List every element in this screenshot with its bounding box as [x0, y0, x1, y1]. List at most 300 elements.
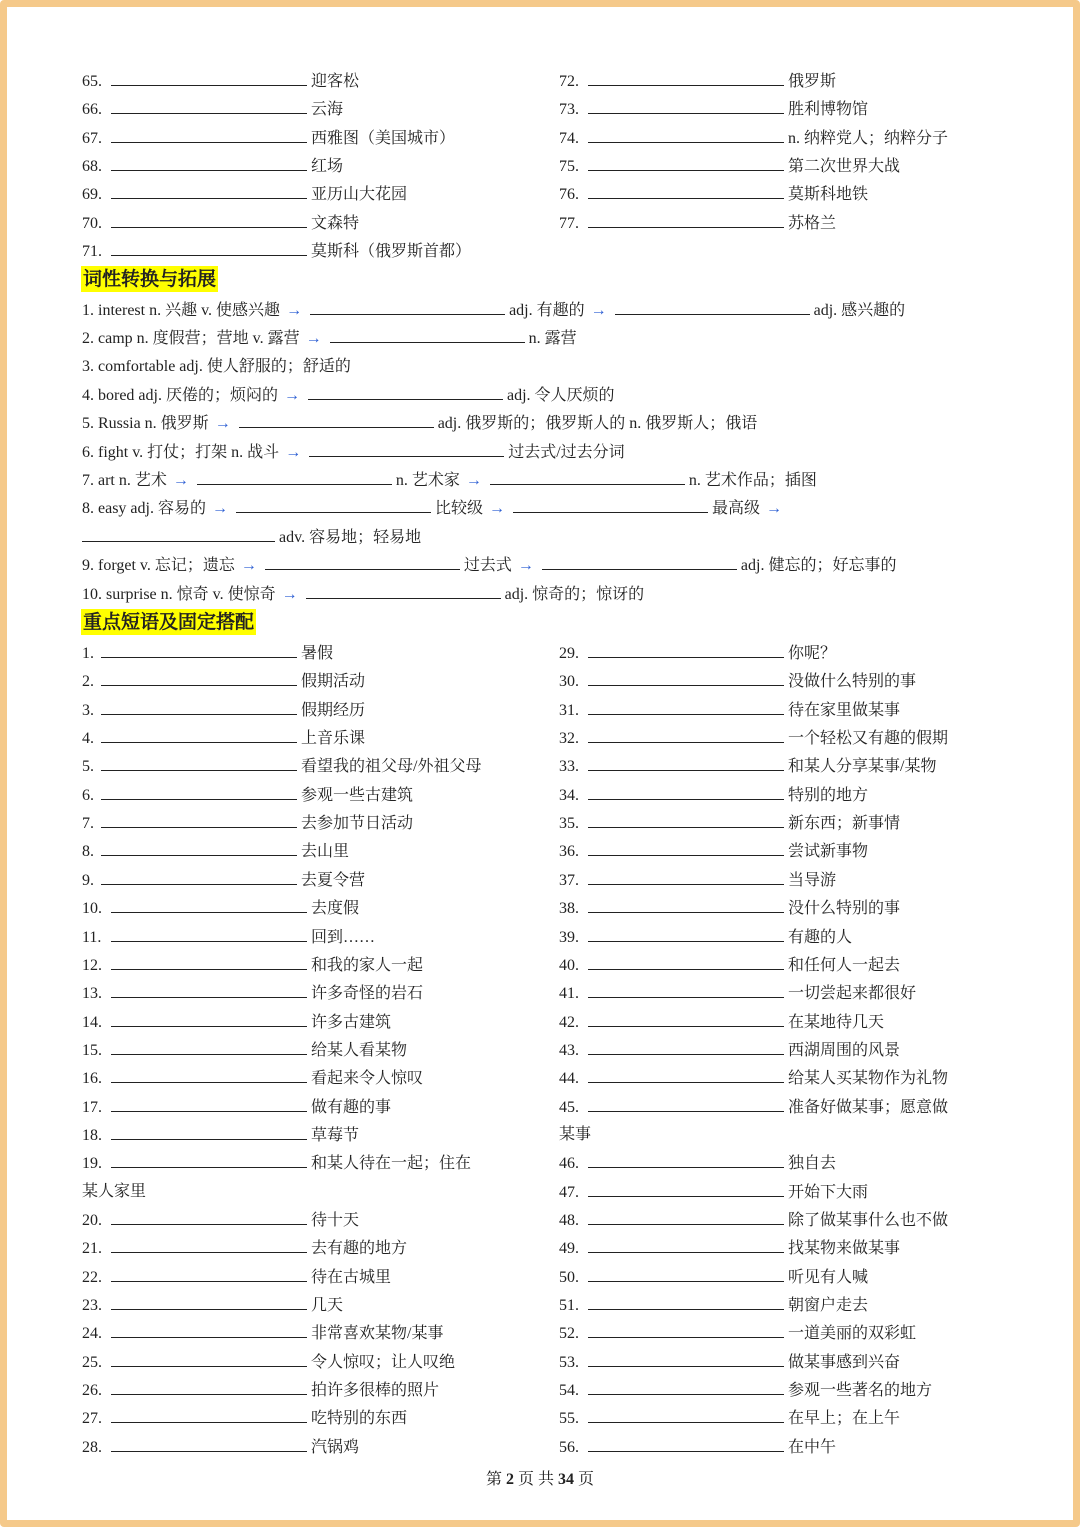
vocab-item-row — [82, 237, 471, 265]
vocab-item-number: 74. — [559, 129, 579, 147]
phrase-item-number: 13. — [82, 985, 102, 1003]
phrase-item-answer-blank[interactable] — [111, 979, 307, 998]
phrase-item-meaning: 某人家里 — [82, 1182, 147, 1200]
vocab-item-row — [82, 152, 343, 180]
footer-suffix: 页 — [578, 1471, 595, 1488]
phrase-item-row — [82, 1064, 423, 1092]
word-form-row — [82, 523, 421, 551]
phrase-item-answer-blank[interactable] — [588, 1149, 784, 1168]
word-form-text: 4. bored adj. 厌倦的；烦闷的 — [82, 387, 278, 405]
phrase-item-row — [559, 1093, 948, 1121]
phrase-item-row — [82, 1178, 146, 1206]
phrase-item-answer-blank[interactable] — [588, 866, 784, 885]
word-form-row — [82, 324, 577, 352]
phrase-item-answer-blank[interactable] — [111, 1093, 307, 1112]
vocab-item-meaning: 莫斯科（俄罗斯首都） — [311, 243, 472, 261]
phrase-item-row — [559, 1064, 948, 1092]
phrase-item-answer-blank[interactable] — [588, 923, 784, 942]
phrase-item-meaning: 在中午 — [788, 1438, 837, 1456]
phrase-item-meaning: 待十天 — [311, 1212, 360, 1229]
phrase-item-answer-blank[interactable] — [101, 837, 297, 856]
vocab-item-row — [82, 124, 455, 152]
phrase-item-answer-blank[interactable] — [588, 1206, 784, 1225]
phrase-item-row — [82, 1008, 391, 1036]
section-heading-word-forms: 词性转换与拓展 — [83, 268, 217, 290]
word-form-answer-blank[interactable] — [615, 296, 810, 315]
word-form-row — [82, 296, 905, 324]
phrase-item-row — [559, 1149, 836, 1177]
phrase-item-answer-blank[interactable] — [111, 1433, 307, 1452]
phrase-item-meaning: 有趣的人 — [788, 928, 853, 946]
phrase-item-meaning: 做有趣的事 — [311, 1098, 392, 1116]
phrase-item-answer-blank[interactable] — [111, 1319, 307, 1338]
phrase-item-answer-blank[interactable] — [101, 724, 297, 743]
phrase-item-row — [559, 1433, 836, 1461]
phrase-item-answer-blank[interactable] — [111, 1234, 307, 1253]
phrase-item-answer-blank[interactable] — [111, 1263, 307, 1282]
phrase-item-row — [559, 894, 900, 922]
vocab-item-row — [82, 209, 359, 237]
phrase-item-number: 2. — [82, 673, 94, 691]
phrase-item-answer-blank[interactable] — [111, 923, 307, 942]
word-form-text: 1. interest n. 兴趣 v. 使感兴趣 — [82, 302, 281, 319]
phrase-item-meaning: 一切尝起来都很好 — [788, 985, 917, 1003]
phrase-item-number: 56. — [559, 1438, 579, 1456]
phrase-item-number: 45. — [559, 1098, 579, 1116]
word-form-text: 2. camp n. 度假营；营地 v. 露营 — [82, 330, 300, 348]
phrase-item-number: 37. — [559, 871, 579, 889]
phrase-item-number: 1. — [82, 645, 94, 662]
phrase-item-answer-blank[interactable] — [588, 1376, 784, 1395]
word-form-row — [82, 466, 817, 494]
arrow-icon: → — [305, 330, 322, 348]
phrase-item-number: 44. — [559, 1070, 579, 1088]
vocab-item-number: 66. — [82, 101, 102, 119]
phrase-item-meaning: 你呢？ — [788, 645, 837, 662]
phrase-item-answer-blank[interactable] — [588, 724, 784, 743]
word-form-text: 10. surprise n. 惊奇 v. 使惊奇 — [82, 585, 276, 603]
phrase-item-row — [82, 667, 365, 695]
phrase-item-number: 35. — [559, 815, 579, 833]
word-form-row — [82, 494, 788, 522]
phrase-item-number: 19. — [82, 1155, 102, 1173]
phrase-item-number: 48. — [559, 1212, 579, 1229]
vocab-item-answer-blank[interactable] — [588, 124, 784, 143]
vocab-item-answer-blank[interactable] — [111, 152, 307, 171]
section-heading-phrases: 重点短语及固定搭配 — [83, 611, 255, 633]
word-form-answer-blank[interactable] — [82, 523, 275, 542]
word-form-row — [82, 381, 615, 409]
footer-page-number: 2 — [505, 1471, 514, 1488]
phrase-item-meaning: 和我的家人一起 — [311, 956, 424, 974]
phrase-item-answer-blank[interactable] — [588, 979, 784, 998]
phrase-item-answer-blank[interactable] — [111, 1064, 307, 1083]
phrase-item-meaning: 在某地待几天 — [788, 1013, 885, 1031]
phrase-item-answer-blank[interactable] — [588, 1036, 784, 1055]
phrase-item-number: 55. — [559, 1410, 579, 1428]
phrase-item-meaning: 吃特别的东西 — [311, 1410, 408, 1428]
phrase-item-answer-blank[interactable] — [111, 1404, 307, 1423]
vocab-item-number: 77. — [559, 214, 579, 232]
word-form-row — [82, 438, 625, 466]
phrase-item-number: 42. — [559, 1013, 579, 1031]
vocab-item-row — [82, 67, 359, 95]
phrase-item-row — [82, 752, 481, 780]
phrase-item-row — [559, 781, 868, 809]
phrase-item-meaning: 去参加节日活动 — [301, 815, 414, 833]
phrase-item-answer-blank[interactable] — [111, 1376, 307, 1395]
word-form-answer-blank[interactable] — [265, 551, 460, 570]
phrase-item-number: 20. — [82, 1212, 102, 1229]
phrase-item-row — [82, 1093, 391, 1121]
phrase-item-number: 5. — [82, 758, 94, 776]
phrase-item-row — [82, 1263, 391, 1291]
phrase-item-number: 40. — [559, 956, 579, 974]
word-form-text: 过去式 — [463, 557, 512, 575]
arrow-icon: → — [489, 500, 505, 518]
phrase-item-number: 28. — [82, 1438, 102, 1456]
vocab-item-number: 72. — [559, 73, 579, 90]
phrase-item-number: 29. — [559, 645, 579, 662]
phrase-item-meaning: 做某事感到兴奋 — [788, 1353, 901, 1371]
phrase-item-number: 27. — [82, 1410, 102, 1428]
phrase-item-row — [82, 979, 423, 1007]
arrow-icon: → — [214, 415, 231, 433]
phrase-item-answer-blank[interactable] — [101, 696, 297, 715]
phrase-item-row — [559, 1206, 948, 1234]
vocab-item-answer-blank[interactable] — [111, 124, 307, 143]
phrase-item-row — [82, 1319, 443, 1347]
phrase-item-row — [82, 1234, 407, 1262]
vocab-item-answer-blank[interactable] — [588, 209, 784, 228]
vocab-item-meaning: 亚历山大花园 — [311, 186, 408, 204]
phrase-item-meaning: 听见有人喊 — [788, 1268, 869, 1286]
phrase-item-answer-blank[interactable] — [588, 696, 784, 715]
vocab-item-answer-blank[interactable] — [588, 95, 784, 114]
phrase-item-number: 21. — [82, 1240, 102, 1258]
phrase-item-meaning: 朝窗户走去 — [788, 1297, 869, 1315]
phrase-item-row — [559, 752, 936, 780]
phrase-item-answer-blank[interactable] — [588, 837, 784, 856]
word-form-answer-blank[interactable] — [513, 494, 708, 513]
phrase-item-row — [559, 866, 836, 894]
arrow-icon: → — [172, 472, 189, 490]
phrase-item-row — [559, 667, 916, 695]
phrase-item-row — [559, 1376, 932, 1404]
word-form-text: n. 艺术家 — [395, 472, 460, 490]
phrase-item-row — [559, 1036, 900, 1064]
phrase-item-meaning: 去山里 — [301, 843, 350, 861]
phrase-item-meaning: 一道美丽的双彩虹 — [788, 1325, 917, 1343]
phrase-item-meaning: 草莓节 — [311, 1126, 360, 1144]
phrase-item-meaning: 尝试新事物 — [788, 843, 869, 861]
phrase-item-row — [82, 639, 333, 667]
phrase-item-number: 11. — [82, 928, 102, 946]
phrase-item-meaning: 和某人待在一起；住在 — [311, 1155, 472, 1173]
vocab-item-meaning: 西雅图（美国城市） — [311, 129, 456, 147]
vocab-item-number: 69. — [82, 186, 102, 204]
phrase-item-number: 36. — [559, 843, 579, 861]
vocab-item-answer-blank[interactable] — [111, 237, 307, 256]
phrase-item-row — [82, 1376, 439, 1404]
arrow-icon: → — [240, 557, 257, 575]
word-form-answer-blank[interactable] — [309, 438, 504, 457]
arrow-icon: → — [286, 302, 303, 319]
phrase-item-answer-blank[interactable] — [101, 639, 297, 658]
phrase-item-answer-blank[interactable] — [588, 1291, 784, 1310]
phrase-item-number: 18. — [82, 1126, 102, 1144]
phrase-item-answer-blank[interactable] — [588, 1008, 784, 1027]
phrase-item-meaning: 独自去 — [788, 1155, 837, 1173]
phrase-item-row — [82, 1404, 407, 1432]
phrase-item-row — [559, 1263, 868, 1291]
arrow-icon: → — [766, 500, 783, 518]
phrase-item-answer-blank[interactable] — [588, 1433, 784, 1452]
vocab-item-answer-blank[interactable] — [588, 67, 784, 86]
phrase-item-answer-blank[interactable] — [101, 752, 297, 771]
footer-prefix: 第 — [485, 1471, 502, 1488]
phrase-item-answer-blank[interactable] — [111, 1206, 307, 1225]
phrase-item-answer-blank[interactable] — [588, 781, 784, 800]
phrase-item-row — [82, 781, 413, 809]
phrase-item-row — [82, 894, 359, 922]
phrase-item-meaning: 看望我的祖父母/外祖父母 — [301, 758, 482, 776]
phrase-item-number: 12. — [82, 956, 102, 974]
vocab-item-number: 73. — [559, 101, 579, 119]
vocab-item-row — [559, 95, 868, 123]
phrase-item-meaning: 非常喜欢某物/某事 — [311, 1325, 444, 1343]
phrase-item-answer-blank[interactable] — [588, 894, 784, 913]
phrase-item-meaning: 假期经历 — [301, 701, 366, 719]
phrase-item-meaning: 汽锅鸡 — [311, 1438, 360, 1456]
vocab-item-meaning: 莫斯科地铁 — [788, 186, 869, 204]
vocab-item-meaning: 红场 — [311, 158, 344, 176]
phrase-item-number: 34. — [559, 786, 579, 804]
phrase-item-row — [559, 923, 852, 951]
phrase-item-row — [82, 696, 365, 724]
phrase-item-row — [559, 1348, 900, 1376]
phrase-item-meaning: 令人惊叹；让人叹绝 — [311, 1353, 456, 1371]
vocab-item-number: 67. — [82, 129, 102, 147]
word-form-answer-blank[interactable] — [306, 580, 501, 599]
phrase-item-meaning: 参观一些著名的地方 — [788, 1382, 933, 1400]
phrase-item-number: 50. — [559, 1268, 579, 1286]
word-form-row — [82, 409, 757, 437]
arrow-icon: → — [285, 443, 302, 461]
vocab-item-answer-blank[interactable] — [588, 180, 784, 199]
phrase-item-row — [82, 809, 413, 837]
vocab-item-answer-blank[interactable] — [111, 180, 307, 199]
vocab-item-meaning: 俄罗斯 — [788, 73, 837, 90]
phrase-item-answer-blank[interactable] — [111, 1149, 307, 1168]
phrase-item-meaning: 参观一些古建筑 — [301, 786, 414, 804]
phrase-item-answer-blank[interactable] — [111, 894, 307, 913]
vocab-item-row — [559, 67, 836, 95]
vocab-item-row — [559, 152, 900, 180]
vocab-item-answer-blank[interactable] — [111, 67, 307, 86]
word-form-row — [82, 551, 896, 579]
phrase-item-meaning: 许多古建筑 — [311, 1013, 392, 1031]
phrase-item-answer-blank[interactable] — [111, 1121, 307, 1140]
phrase-item-answer-blank[interactable] — [588, 1093, 784, 1112]
phrase-item-number: 25. — [82, 1353, 102, 1371]
phrase-item-meaning: 拍许多很棒的照片 — [311, 1382, 440, 1400]
phrase-item-number: 41. — [559, 985, 579, 1003]
phrase-item-answer-blank[interactable] — [111, 1036, 307, 1055]
vocab-item-answer-blank[interactable] — [111, 209, 307, 228]
word-form-text: adj. 令人厌烦的 — [506, 387, 615, 405]
phrase-item-row — [559, 1008, 884, 1036]
phrase-item-meaning: 假期活动 — [301, 673, 366, 691]
vocab-item-answer-blank[interactable] — [588, 152, 784, 171]
phrase-item-row — [559, 837, 868, 865]
word-form-text: adj. 惊奇的；惊讶的 — [504, 585, 645, 603]
phrase-item-meaning: 一个轻松又有趣的假期 — [788, 730, 949, 748]
phrase-item-row — [82, 724, 365, 752]
phrase-item-row — [559, 1121, 591, 1149]
phrase-item-number: 16. — [82, 1070, 102, 1088]
phrase-item-answer-blank[interactable] — [101, 809, 297, 828]
phrase-item-row — [559, 1178, 868, 1206]
word-form-text: n. 艺术作品；插图 — [688, 472, 817, 490]
vocab-item-number: 70. — [82, 214, 102, 232]
phrase-item-meaning: 待在古城里 — [311, 1268, 392, 1286]
vocab-item-meaning: 苏格兰 — [788, 214, 837, 232]
phrase-item-number: 47. — [559, 1183, 579, 1201]
phrase-item-answer-blank[interactable] — [588, 1234, 784, 1253]
phrase-item-meaning: 没什么特别的事 — [788, 900, 901, 918]
phrase-item-answer-blank[interactable] — [588, 1348, 784, 1367]
phrase-item-row — [82, 1036, 407, 1064]
word-form-text: 5. Russia n. 俄罗斯 — [82, 415, 209, 433]
arrow-icon: → — [465, 472, 482, 490]
word-form-text: 最高级 — [712, 500, 761, 518]
phrase-item-number: 4. — [82, 730, 94, 748]
word-form-text: 9. forget v. 忘记；遗忘 — [82, 557, 235, 575]
phrase-item-row — [559, 696, 900, 724]
phrase-item-meaning: 给某人看某物 — [311, 1041, 408, 1059]
phrase-item-meaning: 许多奇怪的岩石 — [311, 985, 424, 1003]
phrase-item-row — [559, 1234, 900, 1262]
phrase-item-meaning: 去有趣的地方 — [311, 1240, 408, 1258]
phrase-item-number: 26. — [82, 1382, 102, 1400]
phrase-item-row — [559, 1291, 868, 1319]
phrase-item-answer-blank[interactable] — [101, 781, 297, 800]
phrase-item-row — [82, 923, 375, 951]
word-form-answer-blank[interactable] — [308, 381, 503, 400]
phrase-item-meaning: 当导游 — [788, 871, 837, 889]
word-form-text: adj. 有趣的 — [509, 302, 585, 319]
phrase-item-number: 43. — [559, 1041, 579, 1059]
word-form-text: 8. easy adj. 容易的 — [82, 500, 206, 518]
phrase-item-meaning: 看起来令人惊叹 — [311, 1070, 424, 1088]
vocab-item-number: 65. — [82, 73, 102, 90]
phrase-item-meaning: 暑假 — [301, 645, 334, 662]
phrase-item-answer-blank[interactable] — [588, 1319, 784, 1338]
phrase-item-answer-blank[interactable] — [111, 1008, 307, 1027]
phrase-item-answer-blank[interactable] — [111, 1291, 307, 1310]
word-form-text: 6. fight v. 打仗；打架 n. 战斗 — [82, 443, 280, 461]
word-form-answer-blank[interactable] — [197, 466, 392, 485]
footer-middle: 页 共 — [517, 1471, 554, 1488]
phrase-item-answer-blank[interactable] — [588, 809, 784, 828]
word-form-answer-blank[interactable] — [490, 466, 685, 485]
vocab-item-meaning: n. 纳粹党人；纳粹分子 — [788, 129, 949, 147]
phrase-item-row — [559, 1404, 900, 1432]
arrow-icon: → — [211, 500, 228, 518]
phrase-item-meaning: 西湖周围的风景 — [788, 1041, 901, 1059]
phrase-item-answer-blank[interactable] — [101, 866, 297, 885]
phrase-item-meaning: 和任何人一起去 — [788, 956, 901, 974]
phrase-item-number: 33. — [559, 758, 579, 776]
vocab-item-meaning: 迎客松 — [311, 73, 360, 90]
word-form-row — [82, 353, 351, 381]
phrase-item-number: 52. — [559, 1325, 579, 1343]
phrase-item-number: 39. — [559, 928, 579, 946]
word-form-text: 比较级 — [434, 500, 483, 518]
phrase-item-answer-blank[interactable] — [588, 667, 784, 686]
phrase-item-answer-blank[interactable] — [101, 667, 297, 686]
phrase-item-number: 54. — [559, 1382, 579, 1400]
vocab-item-row — [559, 180, 868, 208]
phrase-item-answer-blank[interactable] — [111, 951, 307, 970]
phrase-item-row — [559, 1319, 916, 1347]
phrase-item-meaning: 找某物来做某事 — [788, 1240, 901, 1258]
phrase-item-number: 15. — [82, 1041, 102, 1059]
phrase-item-number: 49. — [559, 1240, 579, 1258]
vocab-item-row — [82, 180, 407, 208]
phrase-item-number: 23. — [82, 1297, 102, 1315]
word-form-answer-blank[interactable] — [236, 494, 431, 513]
phrase-item-meaning: 新东西；新事情 — [788, 815, 901, 833]
phrase-item-answer-blank[interactable] — [588, 1263, 784, 1282]
vocab-item-answer-blank[interactable] — [111, 95, 307, 114]
word-form-answer-blank[interactable] — [330, 324, 525, 343]
vocab-item-meaning: 文森特 — [311, 214, 360, 232]
word-form-row — [82, 580, 644, 608]
phrase-item-answer-blank[interactable] — [588, 752, 784, 771]
phrase-item-answer-blank[interactable] — [588, 951, 784, 970]
phrase-item-row — [559, 639, 836, 667]
word-form-answer-blank[interactable] — [239, 409, 434, 428]
phrase-item-answer-blank[interactable] — [588, 639, 784, 658]
phrase-item-number: 3. — [82, 701, 94, 719]
phrase-item-answer-blank[interactable] — [588, 1064, 784, 1083]
phrase-item-meaning: 给某人买某物作为礼物 — [788, 1070, 949, 1088]
page-footer — [0, 1466, 1080, 1489]
vocab-item-meaning: 第二次世界大战 — [788, 158, 901, 176]
phrase-item-row — [559, 724, 948, 752]
phrase-item-row — [82, 866, 365, 894]
phrase-item-meaning: 上音乐课 — [301, 730, 366, 748]
phrase-item-answer-blank[interactable] — [588, 1178, 784, 1197]
phrase-item-number: 30. — [559, 673, 579, 691]
phrase-item-answer-blank[interactable] — [111, 1348, 307, 1367]
word-form-text: 7. art n. 艺术 — [82, 472, 167, 490]
word-form-answer-blank[interactable] — [542, 551, 737, 570]
phrase-item-number: 7. — [82, 815, 94, 833]
phrase-item-row — [559, 809, 900, 837]
phrase-item-meaning: 待在家里做某事 — [788, 701, 901, 719]
phrase-item-row — [82, 951, 423, 979]
phrase-item-answer-blank[interactable] — [588, 1404, 784, 1423]
word-form-text: n. 露营 — [528, 330, 577, 348]
phrase-item-number: 14. — [82, 1013, 102, 1031]
phrase-item-number: 9. — [82, 871, 94, 889]
vocab-item-number: 68. — [82, 158, 102, 176]
arrow-icon: → — [283, 387, 300, 405]
word-form-answer-blank[interactable] — [310, 296, 505, 315]
